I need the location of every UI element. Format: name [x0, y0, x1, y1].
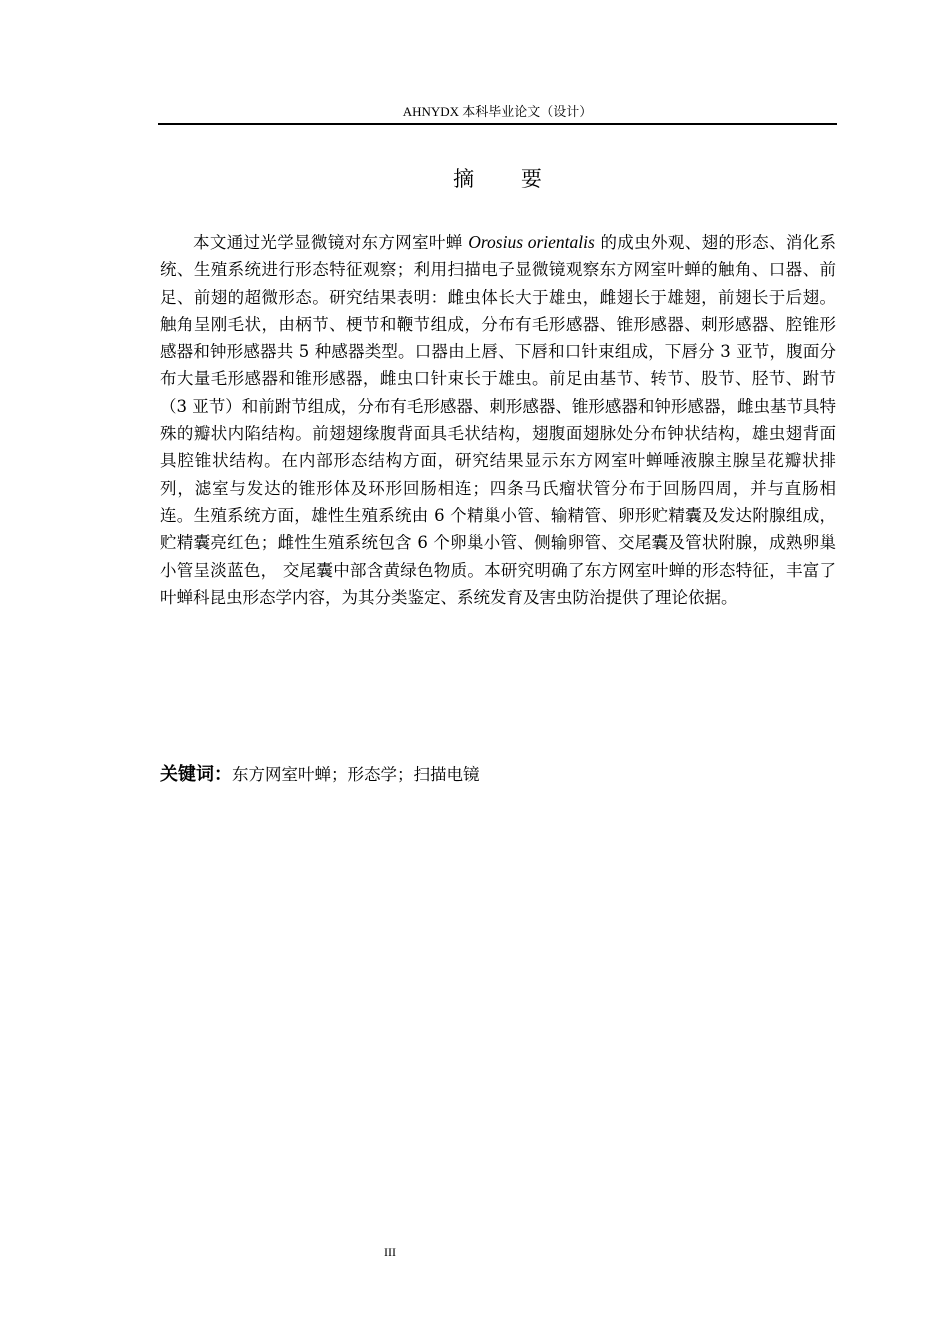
abstract-title: 摘 要 [453, 167, 562, 191]
keywords-line [160, 762, 836, 788]
abstract-text-part2: 的成虫外观、翅的形态、消化系统、生殖系统进行形态特征观察；利用扫描电子显微镜观察东方网室叶蝉的触角、口器、前足、前翅的超微形态。研究结果表明：雌虫体长大于雄虫，雌翅长于雄翅，前翅长于后翅。触角呈刚毛状，由柄节、梗节和鞭节组成，分布有毛形感器、锥形感器、刺形感器、腔锥形感器和钟形感器共 5 种感器类型。口器由上唇、下唇和口针束组成，下唇分 3 亚节，腹面分布大量毛形感器和锥形感器，雌虫口针束长于雄虫。前足由基节、转节、股节、胫节、跗节（3 亚节）和前跗节组成，分布有毛形感器、刺形感器、锥形感器和钟形感器，雌虫基节具特殊的瓣状内陷结构。前翅翅缘腹背面具毛状结构，翅腹面翅脉处分布钟状结构，雄虫翅背面具腔锥状结构。在内部形态结构方面，研究结果显示东方网室叶蝉唾液腺主腺呈花瓣状排列，滤室与发达的锥形体及环形回肠相连；四条马氏瘤状管分布于回肠四周，并与直肠相连。生殖系统方面，雄性生殖系统由 6 个精巢小管、输精管、卵形贮精囊及发达附腺组成，贮精囊亮红色；雌性生殖系统包含 6 个卵巢小管、侧输卵管、交尾囊及管状附腺，成熟卵巢小管呈淡蓝色， 交尾囊中部含黄绿色物质。本研究明确了东方网室叶蝉的形态特征，丰富了叶蝉科昆虫形态学内容，为其分类鉴定、系统发育及害虫防治提供了理论依据。 [160, 233, 837, 607]
running-header: AHNYDX 本科毕业论文（设计） [402, 104, 593, 119]
abstract-body [160, 229, 836, 611]
keywords-label: 关键词： [160, 764, 232, 785]
abstract-text-part1: 本文通过光学显微镜对东方网室叶蝉 [193, 233, 463, 252]
header-rule [158, 123, 837, 125]
species-latin-name: Orosius orientalis [468, 232, 595, 252]
page-number: III [384, 1245, 396, 1259]
keywords-value: 东方网室叶蝉；形态学；扫描电镜 [232, 765, 480, 784]
